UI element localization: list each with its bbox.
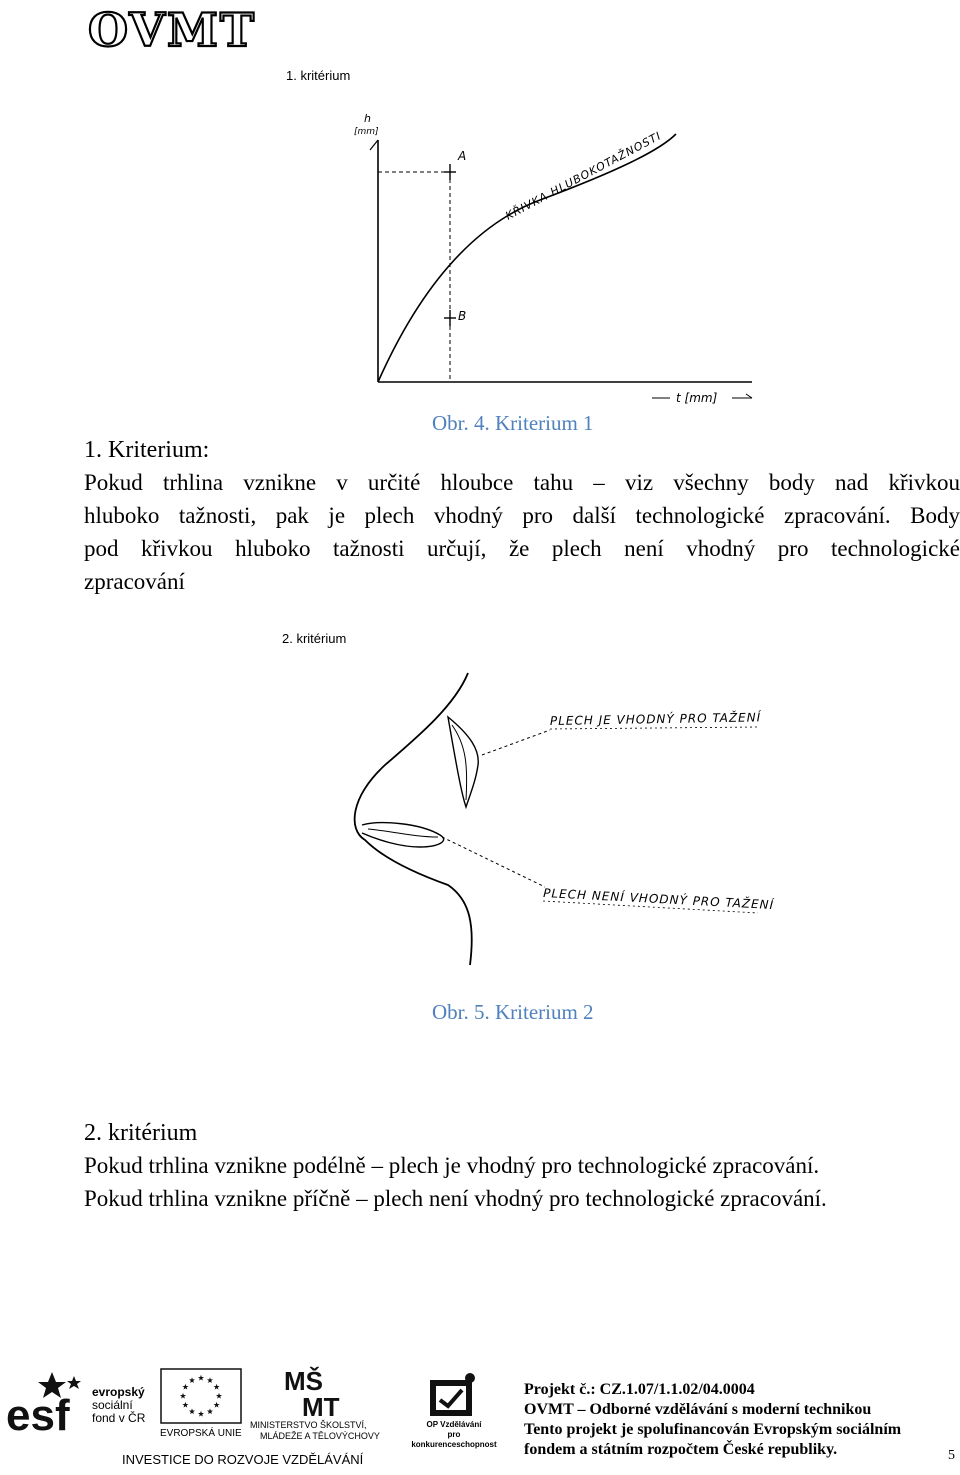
- figure2-label-upper: PLECH JE VHODNÝ PRO TAŽENÍ: [549, 710, 762, 728]
- esf-line1: evropský: [92, 1385, 145, 1399]
- figure1-y-axis-unit: [mm]: [354, 127, 379, 137]
- figure2-transverse-crack: [362, 823, 444, 847]
- project-line3: Tento projekt je spolufinancován Evropským sociálním: [524, 1421, 902, 1438]
- ovmt-logo: [88, 2, 257, 58]
- figure2-label-lower: PLECH NENÍ VHODNÝ PRO TAŽENÍ: [542, 886, 775, 913]
- msmt-text: [250, 1420, 380, 1442]
- figure2-longitudinal-crack: [448, 717, 478, 807]
- figure1-diagram: [286, 60, 770, 410]
- figure1-point-a: A: [458, 149, 467, 163]
- figure1-y-axis-label: h: [364, 112, 371, 125]
- ovmt-logo-text: OVMT: [88, 3, 257, 57]
- eu-flag-logo: [160, 1368, 242, 1424]
- op-line2: pro konkurenceschopnost: [411, 1430, 497, 1449]
- svg-text:MŠ: MŠ: [284, 1366, 323, 1396]
- figure1-caption: Obr. 4. Kriterium 1: [432, 411, 594, 435]
- section2-heading: 2. kritérium: [84, 1120, 198, 1146]
- eu-label: EVROPSKÁ UNIE: [160, 1428, 242, 1439]
- figure1-title: 1. kritérium: [286, 68, 351, 83]
- section1-line3: pod křivkou hluboko tažnosti určují, že plech není vhodný pro technologické: [84, 536, 960, 561]
- svg-text:esf: esf: [6, 1391, 70, 1440]
- msmt-line2: MLÁDEŽE A TĚLOVÝCHOVY: [260, 1431, 380, 1441]
- project-line4: fondem a státním rozpočtem České republiky.: [524, 1441, 838, 1458]
- figure2-cup-outline: [355, 673, 472, 965]
- figure1-point-b: B: [458, 309, 467, 323]
- figure2-diagram: [270, 625, 775, 990]
- op-text: [404, 1420, 504, 1450]
- section1-heading: 1. Kriterium:: [84, 437, 210, 463]
- section2-line1: Pokud trhlina vznikne podélně – plech je vhodný pro technologické zpracování.: [84, 1153, 820, 1178]
- footer-project-info: [524, 1380, 901, 1460]
- section1-line1: Pokud trhlina vznikne v určité hloubce tahu – viz všechny body nad křivkou: [84, 470, 960, 495]
- esf-logo: [4, 1368, 94, 1438]
- section2-line2: Pokud trhlina vznikne příčně – plech není vhodný pro technologické zpracování.: [84, 1186, 827, 1211]
- esf-line2: sociální: [92, 1398, 133, 1412]
- footer-logos: [0, 1360, 520, 1470]
- section2-paragraph: [84, 1149, 960, 1215]
- figure1-curve: [378, 134, 676, 382]
- msmt-logo: [280, 1364, 370, 1420]
- op-line1: OP Vzdělávání: [426, 1420, 482, 1429]
- section1-line2: hluboko tažnosti, pak je plech vhodný pro další technologické zpracování. Body: [84, 503, 960, 528]
- invest-text: INVESTICE DO ROZVOJE VZDĚLÁVÁNÍ: [122, 1452, 364, 1467]
- esf-line3: fond v ČR: [92, 1411, 146, 1425]
- section1-paragraph: [84, 466, 960, 598]
- esf-text: [92, 1386, 145, 1425]
- project-line2: OVMT – Odborné vzdělávání s moderní technikou: [524, 1401, 872, 1418]
- project-line1: Projekt č.: CZ.1.07/1.1.02/04.0004: [524, 1381, 755, 1398]
- figure2-leader-lower: [442, 837, 545, 887]
- section1-line4: zpracování: [84, 569, 185, 594]
- figure2-caption: Obr. 5. Kriterium 2: [432, 1000, 594, 1024]
- figure1-curve-label: KŘIVKA HLUBOKOTAŽNOSTI: [503, 129, 664, 223]
- msmt-line1: MINISTERSTVO ŠKOLSTVÍ,: [250, 1420, 367, 1430]
- figure2-leader-upper: [482, 730, 550, 755]
- figure2-title: 2. kritérium: [282, 631, 347, 646]
- op-logo: [424, 1370, 480, 1420]
- page-number: 5: [948, 1448, 955, 1463]
- svg-text:MT: MT: [302, 1392, 340, 1422]
- figure1-x-axis-label: t [mm]: [676, 391, 718, 405]
